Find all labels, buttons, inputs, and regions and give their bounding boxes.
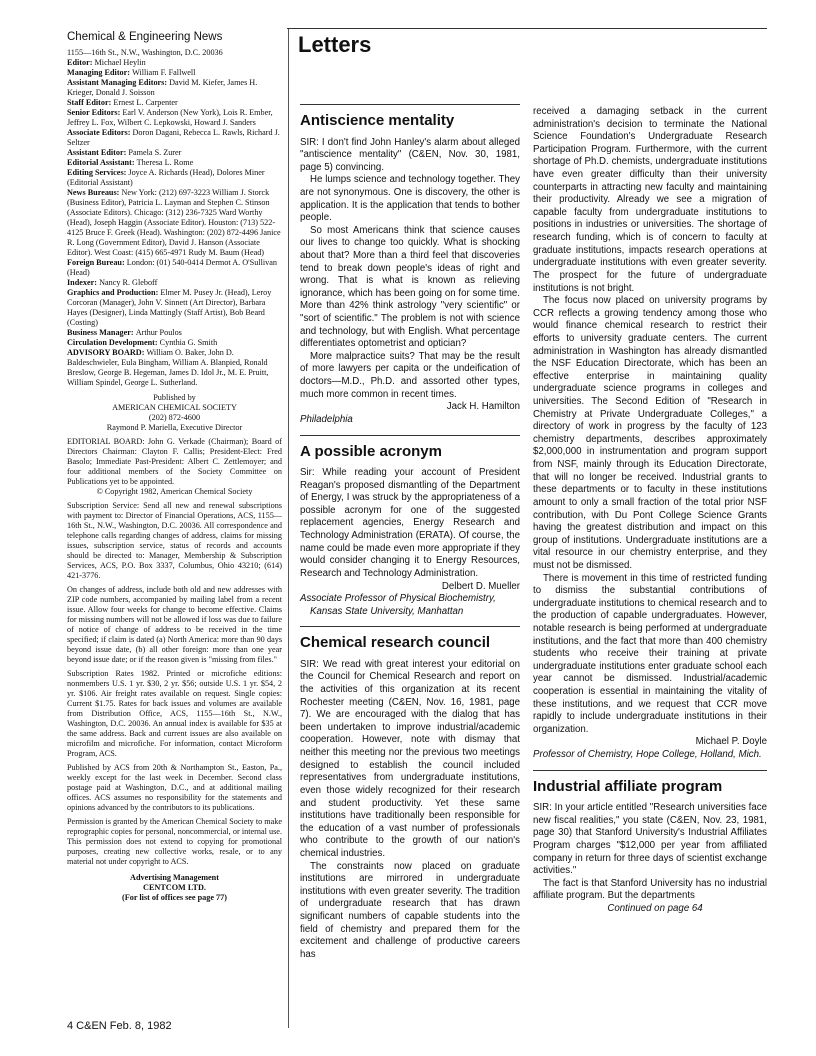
staff-entry — [67, 348, 282, 388]
staff-label: Editing Services: — [67, 168, 129, 178]
staff-label: Managing Editor: — [67, 68, 133, 78]
staff-names: London: (01) 540-0414 Dermot A. O'Sullivan (Head) — [67, 258, 277, 278]
staff-entry — [67, 158, 282, 168]
staff-entry — [67, 108, 282, 128]
letter-signature: Michael P. Doyle — [695, 736, 767, 748]
magazine-name: Chemical & Engineering News — [67, 31, 223, 43]
staff-names: Nancy R. Gleboff — [99, 278, 158, 288]
masthead-editor: Editor: Michael Heylin — [67, 58, 146, 68]
staff-label: Editorial Assistant: — [67, 158, 137, 168]
subscription-service: Subscription Service: Send all new and renewal subscriptions with payment to: Director of Financial Operations, ACS, 1155—16th St., N.W., Washington, D.C. 20036. All correspondence and telephone calls regarding changes of address, claims for missing issues, subscription service, status of records and accounts should be directed to: Manager, Membership & Subscription Services, ACS, P.O. Box 3337, Columbus, Ohio 43210; (614) 421-3776. — [67, 501, 282, 581]
staff-names: William O. Baker, John D. Baldeschwieler, Eula Bingham, William A. Blanpied, Ronald Breslow, George B. Hegeman, James D. Idol Jr., M. E. Pruitt, William Spindel, George L. Sutherland. — [67, 348, 269, 388]
letters-column-1 — [300, 96, 520, 961]
address-changes: On changes of address, include both old and new addresses with ZIP code numbers, accompanied by mailing label from a recent issue. Allow four weeks for change to become effective. Claims for missing numbers will not be allowed if loss was due to failure of notice of change of address to be received in the time specified; if claim is dated (a) North America: more than 90 days beyond issue date, (b) all other foreign: more than one year beyond issue date; or if the reason given is "missing from files." — [67, 585, 282, 665]
staff-label: Senior Editors: — [67, 108, 123, 118]
continued-link[interactable]: Continued on page 64 — [607, 903, 703, 915]
letter-affiliation: Kansas State University, Manhattan — [310, 605, 464, 617]
header-rule — [287, 28, 767, 29]
staff-label: Circulation Development: — [67, 338, 160, 348]
staff-entry — [67, 148, 282, 158]
staff-label: Assistant Editor: — [67, 148, 129, 158]
permission-notice: Permission is granted by the American Chemical Society to make reprographic copies for personal, noncommercial, or internal use. This permission does not extend to copying for promotional purposes, creating new collective works, resale, or to any material not under copyright to ACS. — [67, 817, 282, 867]
staff-names: Theresa L. Rome — [136, 158, 194, 168]
advertising-line-3: (For list of offices see page 77) — [122, 893, 227, 903]
paragraph: SIR: I don't find John Hanley's alarm about alleged "antiscience mentality" (C&EN, Nov. 30, 1981, page 5) convincing. — [300, 136, 520, 173]
staff-label: News Bureaus: — [67, 188, 122, 198]
letter-heading-affiliate: Industrial affiliate program — [533, 770, 767, 797]
publisher-block — [67, 393, 282, 433]
paragraph: He lumps science and technology together. They are not synonymous. One is discovery, the other is application. It is the application that tends to bother people. — [300, 174, 520, 224]
paragraph: So most Americans think that science causes our lives to change too quickly. What is shocking about that? More than a third feel that discoveries tend to break down people's ideas of right and wrong. That is what is known as relieving ignorance, which has been going on for some time. More than 42% think astrology "very scientific" or "sort of scientific." The problem is not with science and technology, but with English. What percentage differentiates optometrist and optician? — [300, 224, 520, 350]
staff-entry — [67, 78, 282, 98]
masthead-address: 1155—16th St., N.W., Washington, D.C. 20036 — [67, 48, 223, 58]
page-footer: 4 C&EN Feb. 8, 1982 — [67, 1020, 172, 1032]
masthead — [67, 30, 282, 903]
letter-heading-council: Chemical research council — [300, 626, 520, 653]
letters-column-2 — [533, 106, 767, 916]
letter-affiliation: Philadelphia — [300, 413, 353, 425]
staff-names: Ernest L. Carpenter — [113, 98, 178, 108]
staff-names: New York: (212) 697-3223 William J. Storck (Business Editor), Patricia L. Layman and Stephen C. Stinson (Associate Editors). Chicago: (312) 236-7325 Ward Worthy (Head), Joseph Haggin (Associate Editor). Houston: (713) 522-4125 Bruce F. Greek (Head). Washington: (202) 872-4496 Janice R. Long (Government Editor), David J. Hanson (Associate Editor). West Coast: (415) 665-4971 Rudy M. Baum (Head) — [67, 188, 281, 258]
advertising-block — [67, 873, 282, 903]
letter-heading-acronym: A possible acronym — [300, 435, 520, 462]
publisher-director: Raymond P. Mariella, Executive Director — [106, 423, 243, 433]
published-by: Published by ACS from 20th & Northampton St., Easton, Pa., weekly except for the last week in December. Second class postage paid at Washington, D.C., and at additional mailing offices. ACS assumes no responsibility for the statements and opinions advanced by the contributors to its publications. — [67, 763, 282, 813]
paragraph: The fact is that Stanford University has no industrial affiliate program. But the departments — [533, 877, 767, 902]
letter-affiliation: Associate Professor of Physical Biochemistry, — [300, 593, 496, 605]
publisher-line: Published by — [153, 393, 196, 403]
paragraph: The focus now placed on university programs by CCR reflects a growing tendency among those who would finance chemical research to restrict their efforts to university graduate centers. The current administration in Washington has already dismantled the NSF Education Directorate, which has been an effective enterprise in maintaining quality undergraduate science programs in colleges and universities. The Second Edition of "Research in Chemistry at Private Undergraduate Colleges," a directory of work in progress by the faculty of 123 chemistry departments, describes approximately $2,000,000 in instrumentation and program support from NSF, mainly through its Education Directorate, that will no longer be received. Industrial grants to these departments or to faculty in these institutions amount to only a small fraction of the total prior NSF contribution, with Du Pont College Science Grants having the greatest distribution and impact on this group of institutions. Undergraduate institutions are a vital resource in our chemistry enterprise, and they must not be dismissed. — [533, 295, 767, 571]
staff-entry — [67, 188, 282, 258]
paragraph: More malpractice suits? That may be the result of more lawyers per capita or the undeification of doctors—M.D., Ph.D. and assorted other types, much more common in recent times. — [300, 350, 520, 400]
letter-signature: Jack H. Hamilton — [446, 401, 520, 413]
paragraph: SIR: We read with great interest your editorial on the Council for Chemical Research and report on the activities of this organization at its recent Rochester meeting (C&EN, Nov. 16, 1981, page 7). We are encouraged with the dialog that has been undertaken to improve industrial/academic cooperation. However, note with dismay that neither this meeting nor the previous two meetings designed to establish the council included representatives from undergraduate institutions, even those widely recognized for their research and student productivity. Yet these same institutions have traditionally been responsible for the education of a vast number of professionals who contribute to the growth of our nation's chemical industries. — [300, 658, 520, 859]
staff-entry — [67, 68, 282, 78]
paragraph: SIR: In your article entitled "Research universities face new fiscal realities," you state (C&EN, Nov. 23, 1981, page 30) that Stanford University's Industrial Affiliates Program charges "$12,000 per year from affiliated company in return for three days of scientist exchange activities." — [533, 802, 767, 877]
staff-names: Pamela S. Zurer — [128, 148, 182, 158]
staff-names: Cynthia G. Smith — [159, 338, 218, 348]
staff-names: Joyce A. Richards (Head), Dolores Miner (Editorial Assistant) — [67, 168, 265, 188]
staff-entry — [67, 338, 282, 348]
staff-entry — [67, 258, 282, 278]
staff-entry — [67, 128, 282, 148]
staff-names: Earl V. Anderson (New York), Lois R. Ember, Jeffrey L. Fox, Wilbert C. Lepkowski, Howard J. Sanders — [67, 108, 273, 128]
editorial-board: EDITORIAL BOARD: John G. Verkade (Chairman); Board of Directors Chairman: Clayton F. Callis; President-Elect: Fred Basolo; Immediate Past-President: Albert C. Zettlemoyer; and four additional members of the Society Committee on Publications yet to be appointed. — [67, 437, 282, 487]
staff-label: Associate Editors: — [67, 128, 133, 138]
paragraph: The constraints now placed on graduate institutions are mirrored in undergraduate institutions with even greater severity. The tradition of undergraduate research that has drawn significant numbers of capable students into the field of chemistry and prepared them for the excitement and challenge of productive careers has — [300, 860, 520, 960]
paragraph: received a damaging setback in the current administration's decision to terminate the National Science Foundation's Undergraduate Research Participation Program. Furthermore, with the current shortage of Ph.D. chemists, undergraduate institutions have even greater difficulty than their university counterparts in attracting new faculty and maintaining their productivity. Already we see a migration of capable faculty from undergraduate institutions to positions in industries or universities. The shortage of research funding, which is of concern to faculty at graduate institutions, impacts research operations at undergraduate institutions with even greater severity. The prospect for the future of undergraduate institutions is not bright. — [533, 106, 767, 294]
staff-names: Elmer M. Pusey Jr. (Head), Leroy Corcoran (Manager), John V. Sinnett (Art Director), Barbara Hayes (Designer), Linda Mattingly (Staff Artist), Bob Beard (Costing) — [67, 288, 272, 328]
staff-label: Assistant Managing Editors: — [67, 78, 170, 88]
staff-entry — [67, 328, 282, 338]
section-title: Letters — [298, 32, 372, 57]
staff-entry — [67, 278, 282, 288]
staff-entry — [67, 98, 282, 108]
letter-affiliation: Professor of Chemistry, Hope College, Holland, Mich. — [533, 749, 762, 761]
letter-heading-antiscience: Antiscience mentality — [300, 104, 520, 131]
column-divider — [288, 28, 289, 1028]
staff-label: Staff Editor: — [67, 98, 114, 108]
staff-entry — [67, 288, 282, 328]
staff-label: Business Manager: — [67, 328, 136, 338]
staff-names: Doron Dagani, Rebecca L. Rawls, Richard J. Seltzer — [67, 128, 280, 148]
publisher-phone: (202) 872-4600 — [148, 413, 201, 423]
staff-label: Indexer: — [67, 278, 100, 288]
publisher-society: AMERICAN CHEMICAL SOCIETY — [112, 403, 237, 413]
letter-signature: Delbert D. Mueller — [441, 580, 520, 592]
staff-names: David M. Kiefer, James H. Krieger, Donald J. Soisson — [67, 78, 258, 98]
staff-label: Foreign Bureau: — [67, 258, 127, 268]
staff-names: Arthur Poulos — [135, 328, 182, 338]
advertising-line-2: CENTCOM LTD. — [143, 883, 206, 893]
staff-list — [67, 68, 282, 388]
paragraph: Sir: While reading your account of President Reagan's proposed dismantling of the Department of Energy, I was struck by the appropriateness of a possible acronym for one of the suggested replacement agencies, Energy Research and Technology Administration (ERATA). Of course, the name could be made even more appropriate if they would consider changing it to Energy Resources, Research and Technology Administration. — [300, 467, 520, 579]
staff-label: Graphics and Production: — [67, 288, 161, 298]
staff-entry — [67, 168, 282, 188]
staff-names: William F. Fallwell — [132, 68, 196, 78]
copyright: © Copyright 1982, American Chemical Society — [96, 487, 253, 497]
staff-label: ADVISORY BOARD: — [67, 348, 147, 358]
subscription-rates: Subscription Rates 1982. Printed or microfiche editions: nonmembers U.S. 1 yr. $30, 2 yr. $56; outside U.S. 1 yr. $54, 2 yr. $106. Air freight rates available on request. Single copies: Current $1.75. Rates for back issues and volumes are available from Distribution Office, ACS, 1155—16th St., N.W., Washington, D.C. 20036. An annual index is available for $35 at the same address. Back and current issues are also available on microfilm and microfiche. For information, contact Microform Program, ACS. — [67, 669, 282, 759]
paragraph: There is movement in this time of restricted funding to dismiss the substantial contributions of undergraduate institutions to chemical research and to the production of capable undergraduates. However, notable research is being performed at undergraduate institutions, and the fact that more than 400 chemistry students who receive their training at private undergraduate institutions enter graduate school each year cannot be dismissed. Industrial/academic cooperation is essential in maintaining the vitality of these institutions, and we request that CCR move rapidly to include undergraduate institutions in their organization. — [533, 572, 767, 735]
advertising-line-1: Advertising Management — [130, 873, 219, 883]
